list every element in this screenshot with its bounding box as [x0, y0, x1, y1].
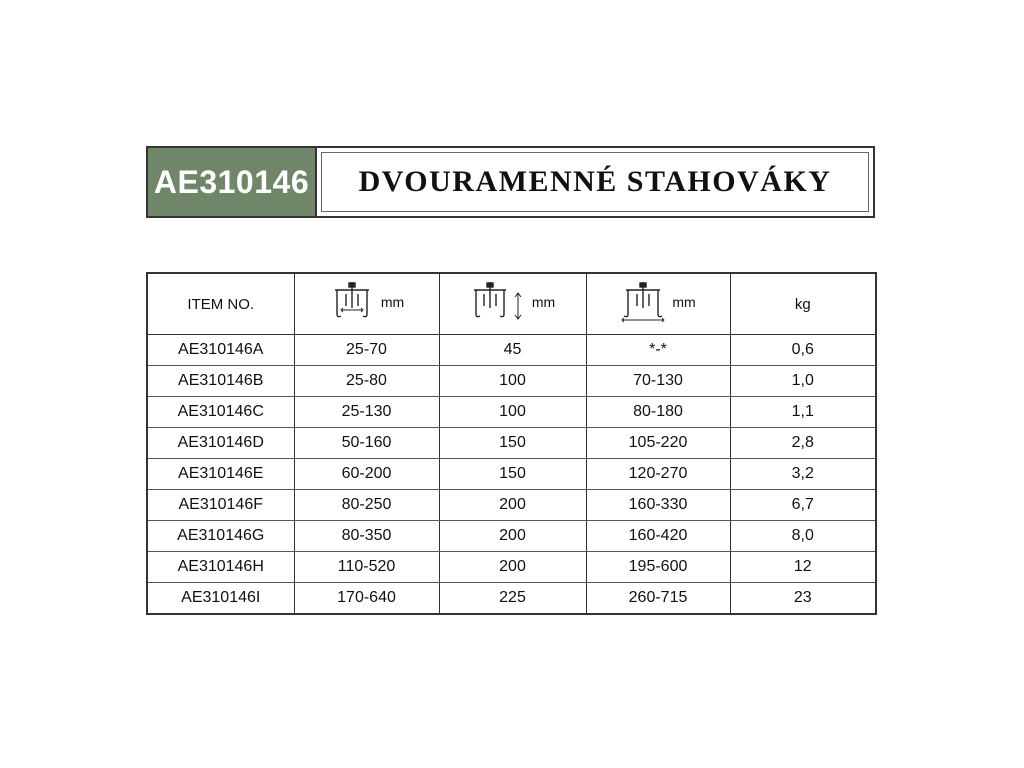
cell-item-no: AE310146B: [147, 366, 294, 397]
table-row: [147, 552, 876, 583]
cell-weight: 23: [730, 583, 876, 615]
cell-weight: 1,1: [730, 397, 876, 428]
product-title: DVOURAMENNÉ STAHOVÁKY: [358, 165, 832, 198]
cell-weight: 0,6: [730, 335, 876, 366]
cell-item-no: AE310146A: [147, 335, 294, 366]
cell-reverse-jaw: 80-180: [586, 397, 730, 428]
column-header-weight: [730, 273, 876, 335]
table-row: [147, 459, 876, 490]
table-row: [147, 397, 876, 428]
table-row: [147, 490, 876, 521]
cell-item-no: AE310146E: [147, 459, 294, 490]
column-header-jaw-opening: [294, 273, 439, 335]
cell-reach-depth: 200: [439, 490, 586, 521]
cell-weight: 8,0: [730, 521, 876, 552]
column-header-unit: mm: [672, 294, 696, 310]
column-header-label: kg: [794, 295, 811, 313]
cell-reach-depth: 225: [439, 583, 586, 615]
cell-weight: 12: [730, 552, 876, 583]
cell-reverse-jaw: 105-220: [586, 428, 730, 459]
puller-reverse-jaw-icon: [620, 280, 666, 324]
table-header-row: [147, 273, 876, 335]
column-header-label: ITEM NO.: [187, 295, 255, 313]
puller-reach-depth-icon: [470, 280, 526, 324]
table-row: [147, 583, 876, 615]
cell-weight: 3,2: [730, 459, 876, 490]
cell-weight: 1,0: [730, 366, 876, 397]
cell-reverse-jaw: *-*: [586, 335, 730, 366]
product-code: AE310146: [148, 148, 317, 216]
cell-item-no: AE310146I: [147, 583, 294, 615]
cell-jaw-opening: 110-520: [294, 552, 439, 583]
cell-item-no: AE310146F: [147, 490, 294, 521]
table-row: [147, 521, 876, 552]
cell-reverse-jaw: 260-715: [586, 583, 730, 615]
column-header-unit: mm: [531, 294, 556, 310]
cell-reach-depth: 45: [439, 335, 586, 366]
cell-item-no: AE310146G: [147, 521, 294, 552]
cell-reverse-jaw: 160-330: [586, 490, 730, 521]
cell-reach-depth: 200: [439, 521, 586, 552]
cell-jaw-opening: 25-70: [294, 335, 439, 366]
cell-reach-depth: 200: [439, 552, 586, 583]
cell-reach-depth: 100: [439, 366, 586, 397]
cell-reach-depth: 150: [439, 459, 586, 490]
cell-reach-depth: 150: [439, 428, 586, 459]
product-title-frame: [321, 152, 869, 212]
table-row: [147, 428, 876, 459]
column-header-reverse-jaw: [586, 273, 730, 335]
cell-jaw-opening: 80-350: [294, 521, 439, 552]
cell-jaw-opening: 170-640: [294, 583, 439, 615]
cell-jaw-opening: 25-80: [294, 366, 439, 397]
column-header-item-no: [147, 273, 294, 335]
cell-reverse-jaw: 160-420: [586, 521, 730, 552]
table-row: [147, 366, 876, 397]
cell-jaw-opening: 80-250: [294, 490, 439, 521]
cell-item-no: AE310146D: [147, 428, 294, 459]
puller-jaw-opening-icon: [329, 280, 375, 324]
cell-jaw-opening: 25-130: [294, 397, 439, 428]
spec-table: [146, 272, 877, 615]
cell-reverse-jaw: 120-270: [586, 459, 730, 490]
table-row: [147, 335, 876, 366]
cell-reverse-jaw: 70-130: [586, 366, 730, 397]
cell-reverse-jaw: 195-600: [586, 552, 730, 583]
cell-weight: 2,8: [730, 428, 876, 459]
column-header-reach-depth: [439, 273, 586, 335]
product-header: [146, 146, 875, 218]
cell-weight: 6,7: [730, 490, 876, 521]
cell-item-no: AE310146H: [147, 552, 294, 583]
cell-jaw-opening: 60-200: [294, 459, 439, 490]
cell-jaw-opening: 50-160: [294, 428, 439, 459]
column-header-unit: mm: [380, 294, 405, 310]
cell-reach-depth: 100: [439, 397, 586, 428]
cell-item-no: AE310146C: [147, 397, 294, 428]
